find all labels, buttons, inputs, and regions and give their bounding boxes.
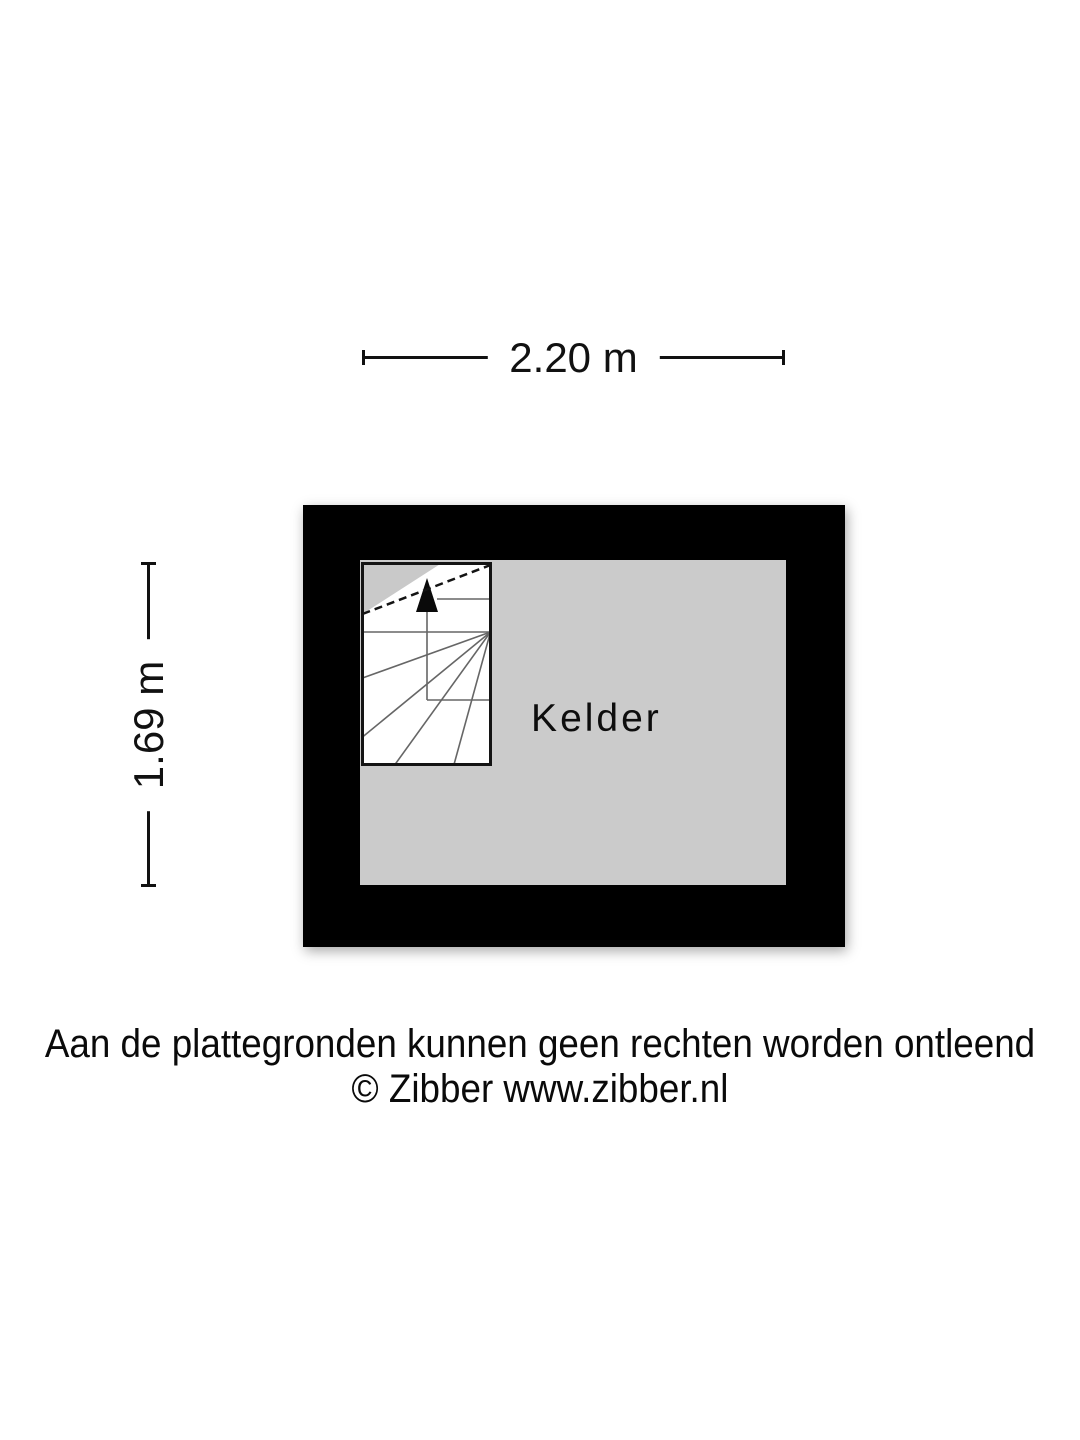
- height-dimension-label: 1.69 m: [126, 638, 172, 810]
- width-dimension: [362, 333, 785, 381]
- width-dimension-tick-right: [782, 350, 785, 365]
- disclaimer: [0, 1022, 1080, 1112]
- height-dimension-tick-bottom: [141, 884, 156, 887]
- height-dimension-tick-top: [141, 562, 156, 565]
- width-dimension-label: 2.20 m: [487, 335, 659, 381]
- height-dimension: [124, 562, 172, 887]
- disclaimer-line-1: Aan de plattegronden kunnen geen rechten worden ontleend: [44, 1022, 1036, 1066]
- width-dimension-tick-left: [362, 350, 365, 365]
- disclaimer-line-2: © Zibber www.zibber.nl: [351, 1067, 729, 1111]
- room-kelder: [360, 560, 786, 885]
- floor-plan: [303, 505, 845, 947]
- staircase: [361, 562, 492, 766]
- room-label: Kelder: [531, 697, 662, 741]
